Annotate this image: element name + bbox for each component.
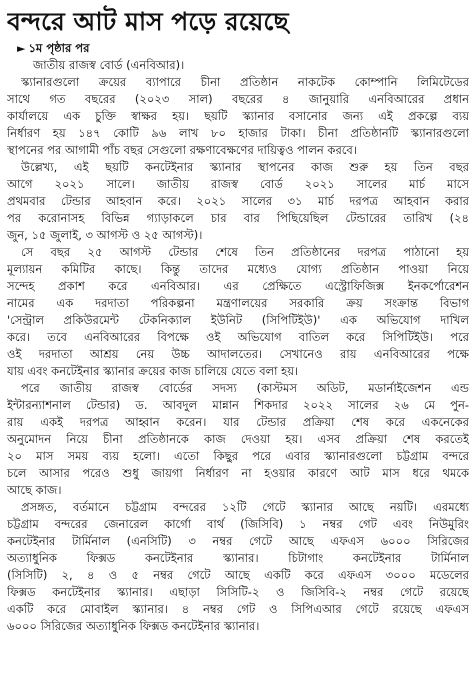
paragraph-line: ফিক্সড কনটেইনার স্ক্যানার। এছাড়া সিসিটি-২ ও জিসিবি-২ নম্বর গেটে রয়েছে (7, 585, 469, 599)
article-paragraph (7, 244, 469, 380)
paragraph-line: স্থাপনের পর আগামী পাঁচ বছর সেগুলো রক্ষণাবেক্ষণের দায়িত্বও পালন করবে। (7, 143, 357, 157)
paragraph-line: সাথে গত বছরের (২০২৩ সাল) বছরের ৪ জানুয়ারি এনবিআরের প্রধান (7, 92, 469, 106)
paragraph-line: কার্যালয়ে এক চুক্তি স্বাক্ষর হয়। ছয়টি স্ক্যানার বসানোর জন্য এই প্রকল্পে ব্যয় (7, 109, 469, 123)
paragraph-line: নামের এক দরদাতা পরিকল্পনা মন্ত্রণালয়ের সরকারি ক্রয় সংক্রান্ত বিভাগ (7, 296, 469, 310)
paragraph-line: উল্লেখ্য, এই ছয়টি কনটেইনার স্ক্যানার স্থাপনের কাজ শুরু হয় তিন বছর (21, 160, 469, 174)
article-body (7, 74, 469, 635)
paragraph-line: (সিসিটি) ২, ৪ ও ৫ নম্বর গেটে আছে একটি করে এফএস ৩০০০ মডেলের (7, 568, 469, 582)
paragraph-line: অত্যাধুনিক ফিক্সড কনটেইনার স্ক্যানার। চিটাগাং কনটেইনার টার্মিনাল (7, 551, 469, 565)
paragraph-line: সে বছর ২৫ আগস্ট টেন্ডার শেষে তিন প্রতিষ্ঠানের দরপত্র পাঠানো হয় (21, 245, 469, 259)
paragraph-line: সন্দেহ প্রকাশ করে এনবিআর। এর প্রেক্ষিতে এস্ট্রোফিজিক্স ইনকর্পোরেশন (7, 279, 469, 293)
continued-from-text: ১ম পৃষ্ঠার পর (28, 41, 90, 55)
paragraph-line: ৬০০০ সিরিজের অত্যাধুনিক ফিক্সড কনটেইনার স্ক্যানার। (7, 619, 260, 633)
paragraph-line: কনটেইনার টার্মিনাল (এনসিটি) ৩ নম্বর গেটে আছে এফএস ৬০০০ সিরিজের (7, 534, 469, 548)
article-paragraph (7, 74, 469, 159)
continued-arrow-icon: ► (17, 42, 26, 55)
paragraph-line: নির্ধারণ হয় ১৪৭ কোটি ৯৬ লাখ ৮০ হাজার টাকা। চীনা প্রতিষ্ঠানটি স্ক্যানারগুলো (7, 126, 469, 140)
paragraph-line: প্রথমবার টেন্ডার আহবান করে। ২০২১ সালের ৩১ মার্চ দরপত্র আহবান করার (7, 194, 469, 208)
article-paragraph (7, 159, 469, 244)
paragraph-line: 'সেন্ট্রাল প্রকিউরমেন্ট টেকনিক্যাল ইউনিট (সিপিটিইউ)' এক অভিযোগ দাখিল (7, 313, 469, 327)
paragraph-line: স্ক্যানারগুলো ক্রয়ের ব্যাপারে চীনা প্রতিষ্ঠান নাকটেক কোম্পানি লিমিটেডের (21, 75, 469, 89)
paragraph-line: জুন, ১৫ জুলাই, ৩ আগস্ট ও ২৫ আগস্ট)। (7, 228, 203, 242)
paragraph-line: চলে আসার পরেও শুধু জায়গা নির্ধারণ না হওয়ার কারণে আট মাস ধরে থমকে (7, 466, 469, 480)
intro-line: জাতীয় রাজস্ব বোর্ড (এনবিআর)। (33, 58, 185, 72)
paragraph-line: ২০ মাস সময় ব্যয় হলো। এতো কিছুর পরে এবার স্ক্যানারগুলো চট্টগ্রাম বন্দরে (7, 449, 469, 463)
paragraph-line: ওই দরদাতা আশ্রয় নেয় উচ্চ আদালতের। সেখানেও রায় এনবিআরের পক্ষে (7, 347, 469, 361)
paragraph-line: আগে ২০২১ সালে। জাতীয় রাজস্ব বোর্ড ২০২১ সালের মার্চ মাসে (7, 177, 469, 191)
paragraph-line: পর করোনাসহ বিভিন্ন গ্যাড়াকলে চার বার পিছিয়েছিল টেন্ডারের তারিখ (২৪ (7, 211, 469, 225)
paragraph-line: করে। তবে এনবিআরের বিপক্ষে ওই অভিযোগ বাতিল করে সিপিটিইউ। পরে (7, 330, 469, 344)
headline: বন্দরে আট মাস পড়ে রয়েছে (7, 7, 289, 36)
article-paragraph (7, 499, 469, 635)
article-paragraph (7, 380, 469, 499)
paragraph-line: অনুমোদন নিয়ে চীনা প্রতিষ্ঠানকে কাজ দেওয়া হয়। এসব প্রক্রিয়া শেষ করতেই (7, 432, 469, 446)
paragraph-line: যায় এবং কনটেইনার স্ক্যানার ক্রয়ের কাজ চালিয়ে যেতে বলা হয়। (7, 364, 299, 378)
paragraph-line: পরে জাতীয় রাজস্ব বোর্ডের সদস্য (কাস্টমস অডিট, মডার্নাইজেশন এন্ড (21, 381, 469, 395)
paragraph-line: প্রসঙ্গত, বর্তমানে চট্টগ্রাম বন্দরের ১২টি গেটে স্ক্যানার আছে নয়টি। এরমধ্যে (21, 500, 469, 514)
paragraph-line: চট্টগ্রাম বন্দরের জেনারেল কার্গো বার্থ (জিসিবি) ১ নম্বর গেট এবং নিউমুরিং (7, 517, 469, 531)
paragraph-line: একটি করে মোবাইল স্ক্যানার। ৪ নম্বর গেট ও সিপিএআর গেটে রয়েছে এফএস (7, 602, 469, 616)
paragraph-line: আছে কাজ। (7, 483, 62, 497)
paragraph-line: রায় একই দরপত্র আহ্বান করেন। যার টেন্ডার প্রক্রিয়া শেষ করে একনেকের (7, 415, 469, 429)
paragraph-line: মূল্যায়ন কমিটির কাছে। কিন্তু তাদের মধ্যেও যোগ্য প্রতিষ্ঠান পাওয়া নিয়ে (7, 262, 469, 276)
paragraph-line: ইন্টারন্যাশনাল টেন্ডার) ড. আবদুল মান্নান শিকদার ২০২২ সালের ২৬ মে পুন- (7, 398, 469, 412)
continued-from-line (17, 40, 469, 57)
